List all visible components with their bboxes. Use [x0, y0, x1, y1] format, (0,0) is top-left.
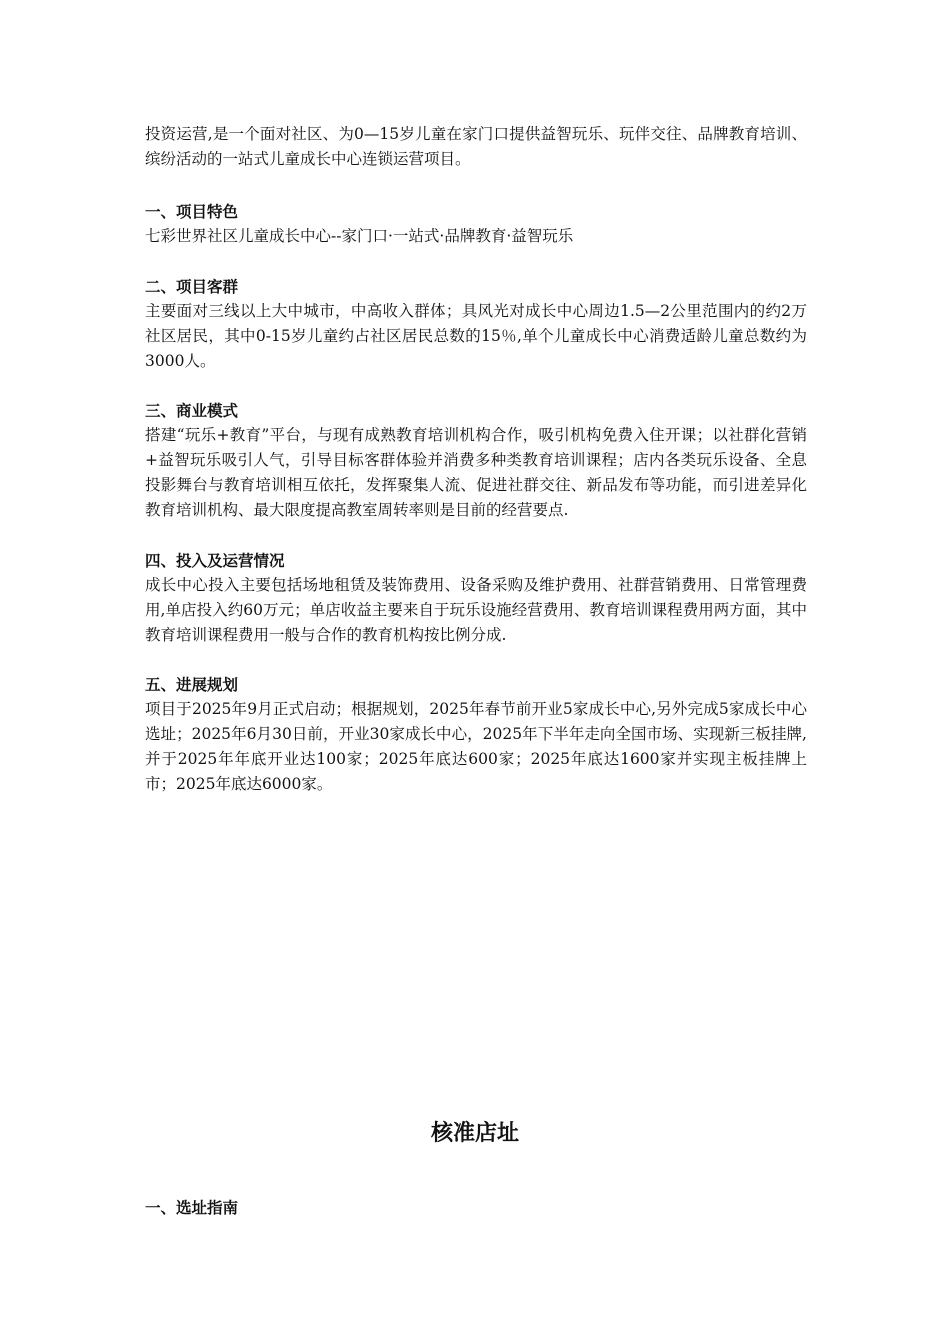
section-body-business-model: 搭建“玩乐+教育”平台，与现有成熟教育培训机构合作，吸引机构免费入住开课；以社群化营销+益智玩乐吸引人气，引导目标客群体验并消费多种类教育培训课程；店内各类玩乐设备、全息投影舞台与教育培训相互依托，发挥聚集人流、促进社群交往、新品发布等功能，而引进差异化教育培训机构、最大限度提高教室周转率则是目前的经营要点.: [145, 426, 807, 519]
section-heading-progress: 五、进展规划: [145, 675, 239, 694]
section-heading-business-model: 三、商业模式: [145, 401, 239, 420]
chapter-title: 核准店址: [430, 1120, 519, 1146]
chapter-section-heading: 一、选址指南: [145, 1198, 239, 1217]
section-heading-investment: 四、投入及运营情况: [145, 551, 285, 570]
section-heading-customers: 二、项目客群: [145, 277, 239, 296]
section-body-customers: 主要面对三线以上大中城市，中高收入群体；具风光对成长中心周边1.5—2公里范围内的约2万社区居民，其中0-15岁儿童约占社区居民总数的15％,单个儿童成长中心消费适龄儿童总数约为3000人。: [145, 302, 807, 370]
section-body-investment: 成长中心投入主要包括场地租赁及装饰费用、设备采购及维护费用、社群营销费用、日常管理费用,单店投入约60万元；单店收益主要来自于玩乐设施经营费用、教育培训课程费用两方面，其中教育培训课程费用一般与合作的教育机构按比例分成.: [145, 576, 807, 644]
section-heading-features: 一、项目特色: [145, 202, 239, 221]
section-body-progress: 项目于2025年9月正式启动；根据规划，2025年春节前开业5家成长中心,另外完成5家成长中心选址；2025年6月30日前，开业30家成长中心，2025年下半年走向全国市场、实现新三板挂牌,并于2025年年底开业达100家；2025年底达600家；2025年底达1600家并实现主板挂牌上市；2025年底达6000家。: [145, 700, 807, 793]
intro-paragraph: 投资运营,是一个面对社区、为0—15岁儿童在家门口提供益智玩乐、玩伴交往、品牌教育培训、缤纷活动的一站式儿童成长中心连锁运营项目。: [145, 125, 807, 168]
section-body-features: 七彩世界社区儿童成长中心--家门口·一站式·品牌教育·益智玩乐: [145, 227, 574, 245]
